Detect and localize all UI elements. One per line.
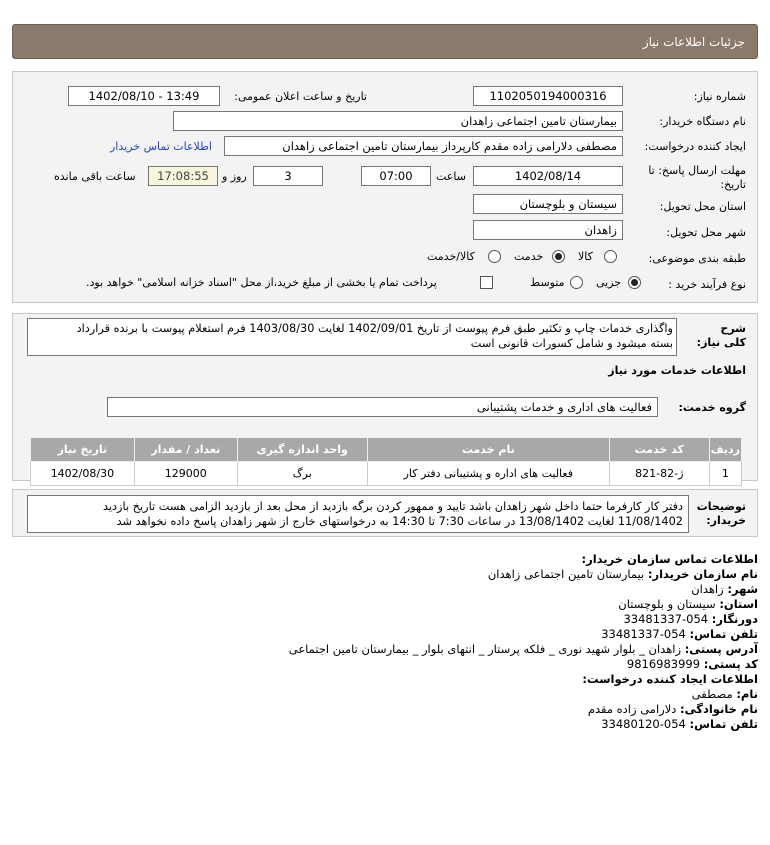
creator-last-name bbox=[588, 702, 758, 716]
days-field[interactable]: 3 bbox=[253, 166, 323, 186]
summary-line-2: بسته میشود و شامل کسورات قانونی است bbox=[470, 337, 673, 350]
service-group-label: گروه خدمت: bbox=[678, 401, 746, 414]
service-name: فعالیت های اداره و پشتیبانی دفتر کار bbox=[367, 462, 609, 486]
services-title: اطلاعات خدمات مورد نیاز bbox=[608, 364, 746, 377]
creator-first-name bbox=[692, 687, 758, 701]
table-row bbox=[31, 462, 742, 486]
contact-city-value: زاهدان bbox=[691, 582, 724, 596]
category-service-label: خدمت bbox=[514, 250, 544, 263]
deadline-label: مهلت ارسال پاسخ: تا تاریخ: bbox=[648, 164, 746, 191]
creator-first-value: مصطفی bbox=[691, 687, 733, 701]
city-label: شهر محل تحویل: bbox=[666, 226, 746, 239]
hour-label: ساعت bbox=[436, 170, 466, 183]
deadline-time-field[interactable]: 07:00 bbox=[361, 166, 431, 186]
creator-phone-value: 054-33480120 bbox=[601, 717, 686, 731]
buyer-org-field[interactable]: بیمارستان تامین اجتماعی زاهدان bbox=[173, 111, 623, 131]
creator-last-label: نام خانوادگی: bbox=[680, 702, 758, 716]
contact-address bbox=[289, 642, 758, 656]
need-number-field[interactable]: 1102050194000316 bbox=[473, 86, 623, 106]
notes-label: توضیحات خریدار: bbox=[696, 500, 746, 527]
treasury-checkbox[interactable] bbox=[480, 276, 493, 289]
days-label: روز و bbox=[222, 170, 247, 183]
service-unit: برگ bbox=[237, 462, 367, 486]
table-header-row bbox=[31, 438, 742, 462]
services-table bbox=[30, 437, 742, 486]
summary-line-1: واگذاری خدمات چاپ و تکثیر طبق فرم پیوست از تاریخ 1402/09/01 لغایت 1403/08/30 فرم استعلام پیوست با برنده قرارداد bbox=[76, 322, 673, 335]
contact-phone-value: 054-33481337 bbox=[601, 627, 686, 641]
contact-postal-label: کد پستی: bbox=[703, 657, 758, 671]
contact-title: اطلاعات تماس سازمان خریدار: bbox=[581, 552, 758, 566]
category-radio-goods[interactable] bbox=[604, 250, 617, 263]
col-code: کد خدمت bbox=[609, 438, 709, 462]
announce-label: تاریخ و ساعت اعلان عمومی: bbox=[234, 90, 367, 103]
contact-org bbox=[488, 567, 758, 581]
category-label: طبقه بندی موضوعی: bbox=[648, 252, 746, 265]
col-name: نام خدمت bbox=[367, 438, 609, 462]
service-group-field[interactable]: فعالیت های اداری و خدمات پشتیبانی bbox=[107, 397, 658, 417]
service-date: 1402/08/30 bbox=[31, 462, 135, 486]
service-qty: 129000 bbox=[134, 462, 237, 486]
need-number-label: شماره نیاز: bbox=[693, 90, 746, 103]
service-code: ژ-82-821 bbox=[609, 462, 709, 486]
contact-province bbox=[618, 597, 758, 611]
creator-field[interactable]: مصطفی دلارامی زاده مقدم کارپرداز بیمارستان تامین اجتماعی زاهدان bbox=[224, 136, 623, 156]
creator-first-label: نام: bbox=[736, 687, 758, 701]
contact-fax-label: دورنگار: bbox=[711, 612, 758, 626]
contact-org-value: بیمارستان تامین اجتماعی زاهدان bbox=[487, 567, 645, 581]
announce-field[interactable]: 1402/08/10 - 13:49 bbox=[68, 86, 220, 106]
contact-postal-value: 9816983999 bbox=[626, 657, 701, 671]
contact-phone-label: تلفن تماس: bbox=[689, 627, 758, 641]
category-goods-service-label: کالا/خدمت bbox=[427, 250, 475, 263]
summary-label: شرح کلی نیاز: bbox=[696, 322, 746, 349]
page-header bbox=[12, 24, 758, 59]
treasury-note: پرداخت تمام یا بخشی از مبلغ خرید،از محل "اسناد خزانه اسلامی" خواهد بود. bbox=[86, 276, 437, 289]
col-qty: تعداد / مقدار bbox=[134, 438, 237, 462]
category-radio-goods-service[interactable] bbox=[488, 250, 501, 263]
creator-phone-label: تلفن تماس: bbox=[689, 717, 758, 731]
page-title: جزئیات اطلاعات نیاز bbox=[642, 35, 745, 49]
creator-label: ایجاد کننده درخواست: bbox=[644, 140, 746, 153]
process-medium-label: متوسط bbox=[530, 276, 565, 289]
contact-fax bbox=[623, 612, 758, 626]
buyer-org-label: نام دستگاه خریدار: bbox=[659, 115, 746, 128]
deadline-date-field[interactable]: 1402/08/14 bbox=[473, 166, 623, 186]
contact-fax-value: 054-33481337 bbox=[623, 612, 709, 626]
contact-province-value: سیستان و بلوچستان bbox=[618, 597, 716, 611]
city-field[interactable]: زاهدان bbox=[473, 220, 623, 240]
col-date: تاریخ نیاز bbox=[31, 438, 135, 462]
contact-address-label: آدرس پستی: bbox=[684, 642, 758, 656]
process-radio-medium[interactable] bbox=[570, 276, 583, 289]
row-number: 1 bbox=[709, 462, 741, 486]
contact-org-label: نام سازمان خریدار: bbox=[647, 567, 758, 581]
creator-phone bbox=[601, 717, 758, 731]
notes-line-2: 11/08/1402 لغایت 13/08/1402 در ساعات 7:30 تا 14:30 به درخواستهای خارج از شهر زاهدان پاسخ داده نخواهد شد bbox=[116, 515, 683, 528]
contact-address-value: زاهدان _ بلوار شهید نوری _ فلکه پرستار _ انتهای بلوار _ بیمارستان تامین اجتماعی bbox=[288, 642, 682, 656]
contact-city-label: شهر: bbox=[727, 582, 758, 596]
process-minor-label: جزیی bbox=[596, 276, 622, 289]
creator-last-value: دلارامی زاده مقدم bbox=[587, 702, 677, 716]
col-unit: واحد اندازه گیری bbox=[237, 438, 367, 462]
province-field[interactable]: سیستان و بلوچستان bbox=[473, 194, 623, 214]
creator-info-title: اطلاعات ایجاد کننده درخواست: bbox=[582, 672, 758, 686]
process-radio-minor[interactable] bbox=[628, 276, 641, 289]
contact-city bbox=[691, 582, 758, 596]
province-label: استان محل تحویل: bbox=[659, 200, 746, 213]
remaining-label: ساعت باقی مانده bbox=[54, 170, 136, 183]
category-radio-service[interactable] bbox=[552, 250, 565, 263]
process-label: نوع فرآیند خرید : bbox=[668, 278, 746, 291]
contact-province-label: استان: bbox=[719, 597, 758, 611]
remaining-time-field: 17:08:55 bbox=[148, 166, 218, 186]
contact-postal bbox=[627, 657, 758, 671]
category-goods-label: کالا bbox=[578, 250, 593, 263]
notes-line-1: دفتر کار کارفرما حتما داخل شهر زاهدان باشد تایید و ممهور کردن برگه بازدید از محل بعد از بازدید الزامی هست تاریخ بازدید bbox=[102, 500, 683, 513]
contact-buyer-link[interactable]: اطلاعات تماس خریدار bbox=[110, 140, 212, 153]
contact-phone bbox=[601, 627, 758, 641]
col-row: ردیف bbox=[709, 438, 741, 462]
